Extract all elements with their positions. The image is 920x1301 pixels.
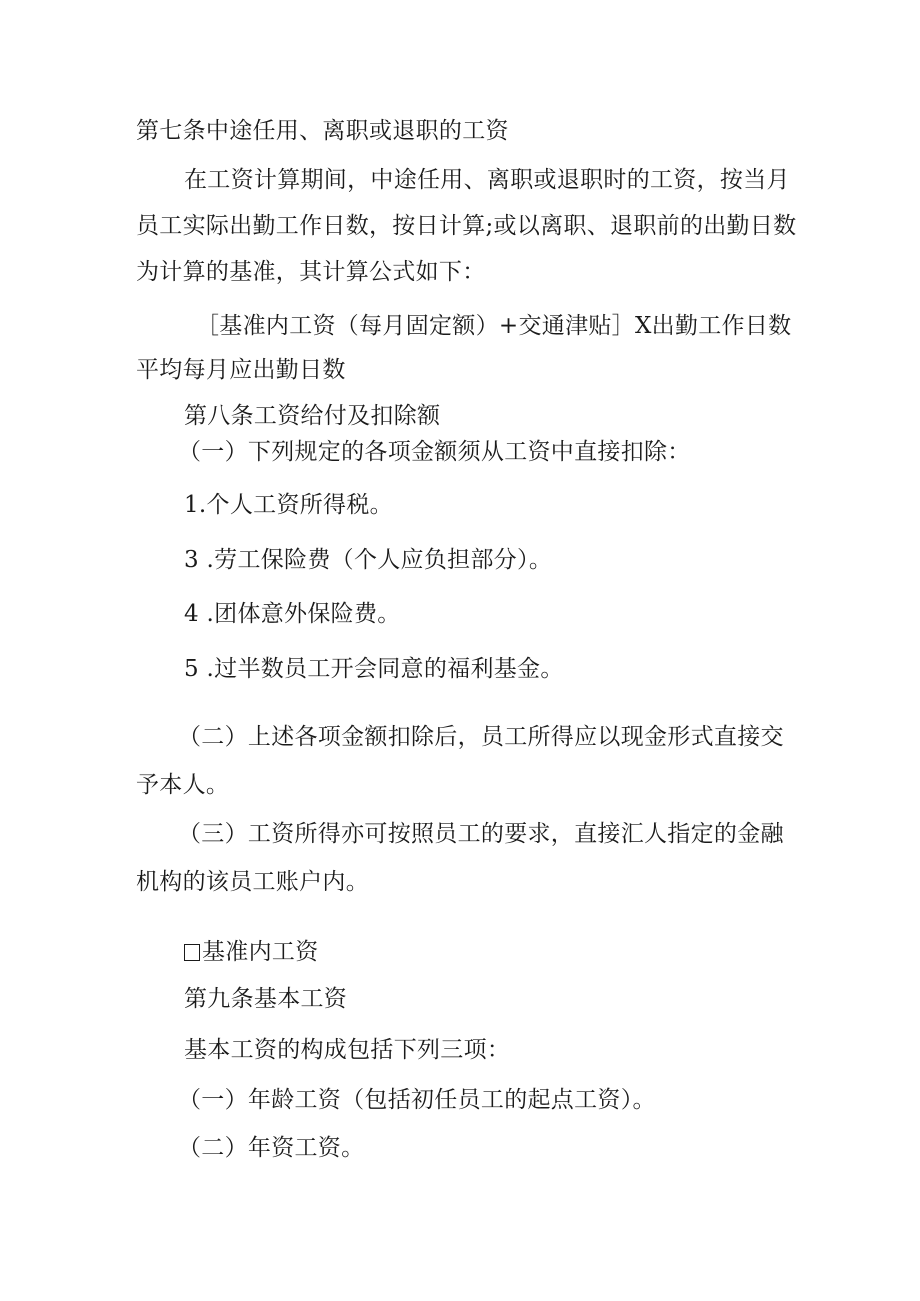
article-8-item-1: （一）下列规定的各项金额须从工资中直接扣除： <box>178 439 691 465</box>
article-8-item-2-line-2: 予本人。 <box>136 772 230 798</box>
formula-numerator: ［基准内工资（每月固定额）+交通津贴］X出勤工作日数 <box>196 313 792 339</box>
article-8-title: 第八条工资给付及扣除额 <box>184 403 441 429</box>
article-7-paragraph-line-2: 员工实际出勤工作日数，按日计算;或以离职、退职前的出勤日数 <box>136 213 797 239</box>
article-8-sub-1: 1.个人工资所得税。 <box>184 492 393 518</box>
article-7-paragraph-line-1: 在工资计算期间，中途任用、离职或退职时的工资，按当月 <box>184 167 790 193</box>
article-8-sub-3: 3 .劳工保险费（个人应负担部分）。 <box>184 547 553 573</box>
article-7-title: 第七条中途任用、离职或退职的工资 <box>136 118 509 144</box>
article-9-title: 第九条基本工资 <box>184 986 348 1012</box>
article-8-sub-4: 4 .团体意外保险费。 <box>184 601 401 627</box>
base-salary-heading-label: 基准内工资 <box>202 939 319 965</box>
article-8-item-3-line-2: 机构的该员工账户内。 <box>136 869 369 895</box>
base-salary-heading <box>184 937 319 967</box>
article-8-item-2-line-1: （二）上述各项金额扣除后，员工所得应以现金形式直接交 <box>178 724 784 750</box>
article-9-item-1: （一）年龄工资（包括初任员工的起点工资）。 <box>178 1087 656 1113</box>
article-9-item-2: （二）年资工资。 <box>178 1135 365 1161</box>
checkbox-icon <box>184 944 200 961</box>
article-8-sub-5: 5 .过半数员工开会同意的福利基金。 <box>184 656 564 682</box>
formula-denominator: 平均每月应出勤日数 <box>136 357 346 383</box>
article-9-intro: 基本工资的构成包括下列三项： <box>184 1037 511 1063</box>
article-7-paragraph-line-3: 为计算的基准，其计算公式如下： <box>136 259 486 285</box>
article-8-item-3-line-1: （三）工资所得亦可按照员工的要求，直接汇人指定的金融 <box>178 821 784 847</box>
